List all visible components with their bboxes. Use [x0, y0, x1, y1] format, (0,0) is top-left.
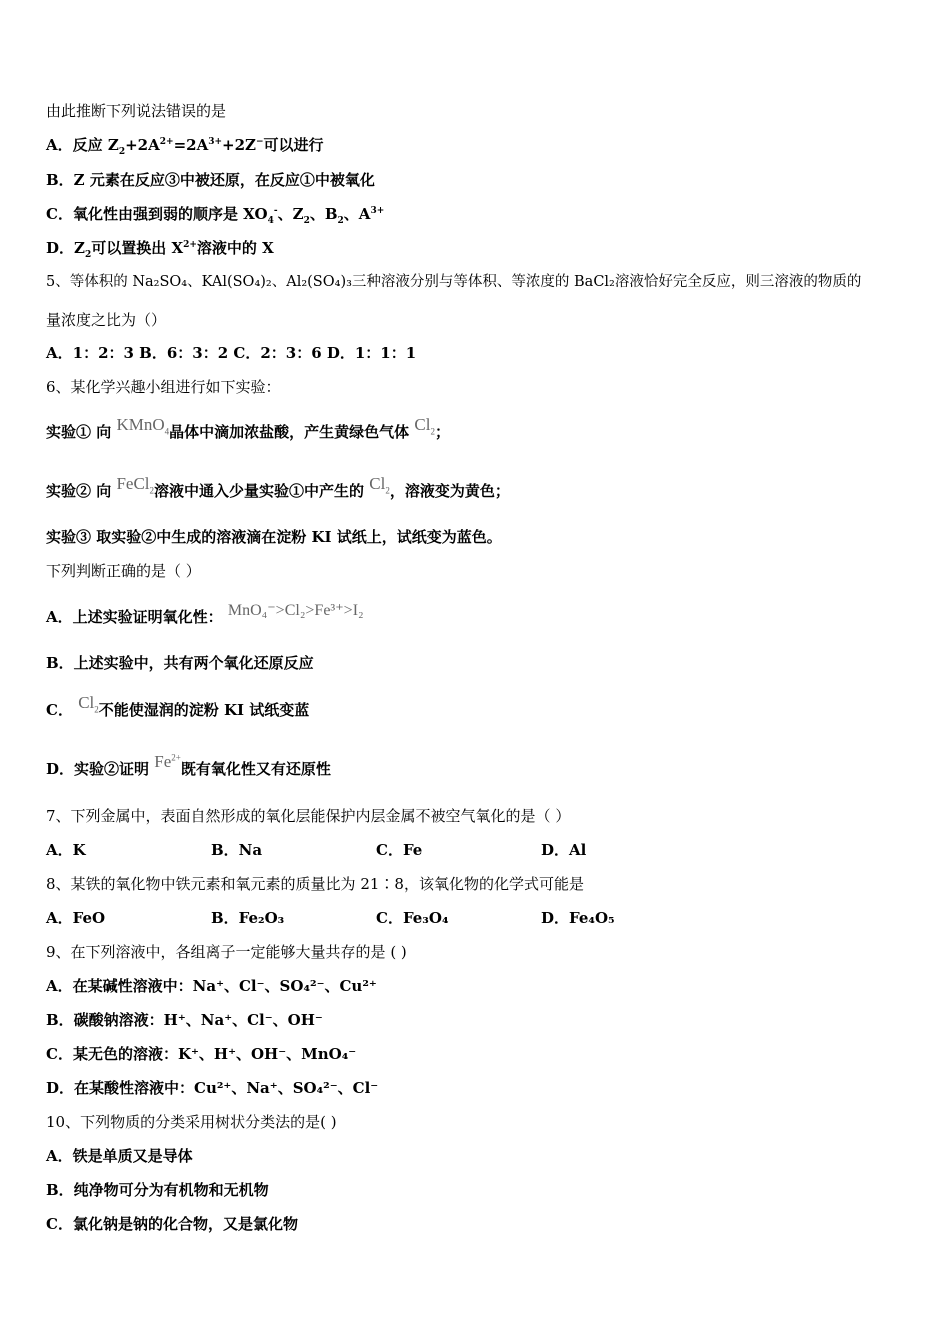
q6-question: 下列判断正确的是（ ） — [46, 562, 201, 580]
q9-option-c: C．某无色的溶液：K⁺、H⁺、OH⁻、MnO₄⁻ — [46, 1045, 357, 1063]
q4-d-pre: D．Z — [46, 239, 85, 257]
q6-d-text: D．实验②证明 — [46, 760, 150, 778]
q4-a-text-pre: 反应 Z — [72, 136, 119, 154]
q7-option-d: D．Al — [541, 841, 587, 859]
q7-option-a: A．K — [46, 841, 86, 859]
fe2plus-formula: $Fe^{2+}$ — [154, 752, 181, 771]
q10-option-b: B．纯净物可分为有机物和无机物 — [46, 1181, 269, 1199]
q7-option-c: C．Fe — [376, 841, 423, 859]
sup-2plus: 2+ — [183, 240, 197, 250]
q6-stem: 6、某化学兴趣小组进行如下实验： — [46, 378, 281, 396]
q8-option-d: D．Fe₄O₅ — [541, 909, 615, 927]
fecl2-formula: FeCl$_2$ — [116, 474, 155, 496]
q4-option-c — [46, 203, 910, 225]
q8-stem: 8、某铁的氧化物中铁元素和氧元素的质量比为 21∶8，该氧化物的化学式可能是 — [46, 875, 584, 893]
q4-d-mid: 可以置换出 X — [91, 239, 184, 257]
q6-c-label: C． — [46, 701, 73, 719]
oxidizing-order-formula: MnO₄⁻>Cl₂>Fe³⁺>I₂ — [227, 602, 364, 619]
sub-2: 2 — [84, 250, 92, 260]
q4-c-mid: 、Z — [277, 205, 304, 223]
q6-option-d — [46, 752, 910, 780]
q4-option-d — [46, 237, 910, 259]
q6-option-a — [46, 602, 910, 629]
q10-option-a: A．铁是单质又是导体 — [46, 1147, 193, 1165]
q6-d-end: 既有氧化性又有还原性 — [180, 760, 331, 778]
q6-experiment-1 — [46, 415, 910, 443]
q6-option-b: B．上述实验中，共有两个氧化还原反应 — [46, 654, 314, 672]
q6-exp2-end: ，溶液变为黄色； — [389, 482, 510, 500]
cl2-formula: $Cl_2$ — [78, 693, 99, 715]
sup-3plus: 3+ — [370, 206, 385, 216]
q7-stem: 7、下列金属中，表面自然形成的氧化层能保护内层金属不被空气氧化的是（ ） — [46, 807, 571, 825]
q9-option-b: B．碳酸钠溶液：H⁺、Na⁺、Cl⁻、OH⁻ — [46, 1011, 323, 1029]
q6-exp1-label: 实验① 向 — [46, 423, 112, 441]
q6-exp1-end: ； — [434, 423, 450, 441]
q9-option-d: D．在某酸性溶液中：Cu²⁺、Na⁺、SO₄²⁻、Cl⁻ — [46, 1079, 379, 1097]
q8-option-b: B．Fe₂O₃ — [211, 909, 285, 927]
sub-2: 2 — [303, 216, 310, 226]
q5-options: A．1：2：3 B．6：3：2 C．2：3：6 D．1：1：1 — [46, 344, 417, 362]
q4-a-text-post: 可以进行 — [263, 136, 324, 154]
q4-c-mid3: 、A — [343, 205, 371, 223]
q10-option-c: C．氯化钠是钠的化合物，又是氯化物 — [46, 1215, 298, 1233]
q10-stem: 10、下列物质的分类采用树状分类法的是( ) — [46, 1113, 337, 1131]
q6-exp2-label: 实验② 向 — [46, 482, 112, 500]
sup-3plus: 3+ — [208, 137, 223, 147]
q4-option-a — [46, 134, 910, 156]
q5-stem-line2: 量浓度之比为（） — [46, 311, 167, 329]
q4-option-b: B．Z 元素在反应③中被还原，在反应①中被氧化 — [46, 171, 375, 189]
q6-option-c — [46, 693, 910, 721]
q7-options — [46, 839, 910, 861]
q4-c-pre: C．氧化性由强到弱的顺序是 XO — [46, 205, 268, 223]
q6-a-text: A．上述实验证明氧化性： — [46, 608, 223, 626]
q4-a-text-mid3: +2Z — [222, 136, 256, 154]
q5-stem-line1: 5、等体积的 Na₂SO₄、KAl(SO₄)₂、Al₂(SO₄)₃三种溶液分别与等体积、等浓度的 BaCl₂溶液恰好完全反应，则三溶液的物质的 — [46, 274, 862, 290]
kmno4-formula: KMnO$_4$ — [116, 415, 170, 437]
sup-minus: − — [256, 137, 264, 147]
q9-stem: 9、在下列溶液中，各组离子一定能够大量共存的是 ( ) — [46, 943, 407, 961]
q6-c-text: 不能使湿润的淀粉 KI 试纸变蓝 — [98, 701, 310, 719]
q6-exp1-text: 晶体中滴加浓盐酸，产生黄绿色气体 — [169, 423, 410, 441]
cl2-formula: $Cl_2$ — [369, 474, 390, 496]
q8-options — [46, 907, 910, 929]
q8-option-a: A．FeO — [46, 909, 106, 927]
q6-experiment-2 — [46, 474, 910, 502]
sup-minus: - — [273, 206, 278, 216]
q8-option-c: C．Fe₃O₄ — [376, 909, 449, 927]
cl2-formula: $Cl_2$ — [414, 415, 435, 437]
q6-exp2-text: 溶液中通入少量实验①中产生的 — [154, 482, 365, 500]
q4-d-post: 溶液中的 X — [196, 239, 274, 257]
sub-2: 2 — [118, 147, 126, 157]
q4-a-label: A． — [46, 136, 73, 154]
sub-4: 4 — [267, 216, 274, 226]
q9-option-a: A．在某碱性溶液中：Na⁺、Cl⁻、SO₄²⁻、Cu²⁺ — [46, 977, 377, 995]
q4-c-mid2: 、B — [309, 205, 338, 223]
q7-option-b: B．Na — [211, 841, 263, 859]
q6-experiment-3: 实验③ 取实验②中生成的溶液滴在淀粉 KI 试纸上，试纸变为蓝色。 — [46, 528, 502, 546]
q4-a-text-mid2: =2A — [173, 136, 209, 154]
sup-2plus: 2+ — [159, 137, 174, 147]
sub-2: 2 — [337, 216, 344, 226]
q4-a-text-mid: +2A — [125, 136, 160, 154]
q4-intro: 由此推断下列说法错误的是 — [46, 102, 227, 120]
